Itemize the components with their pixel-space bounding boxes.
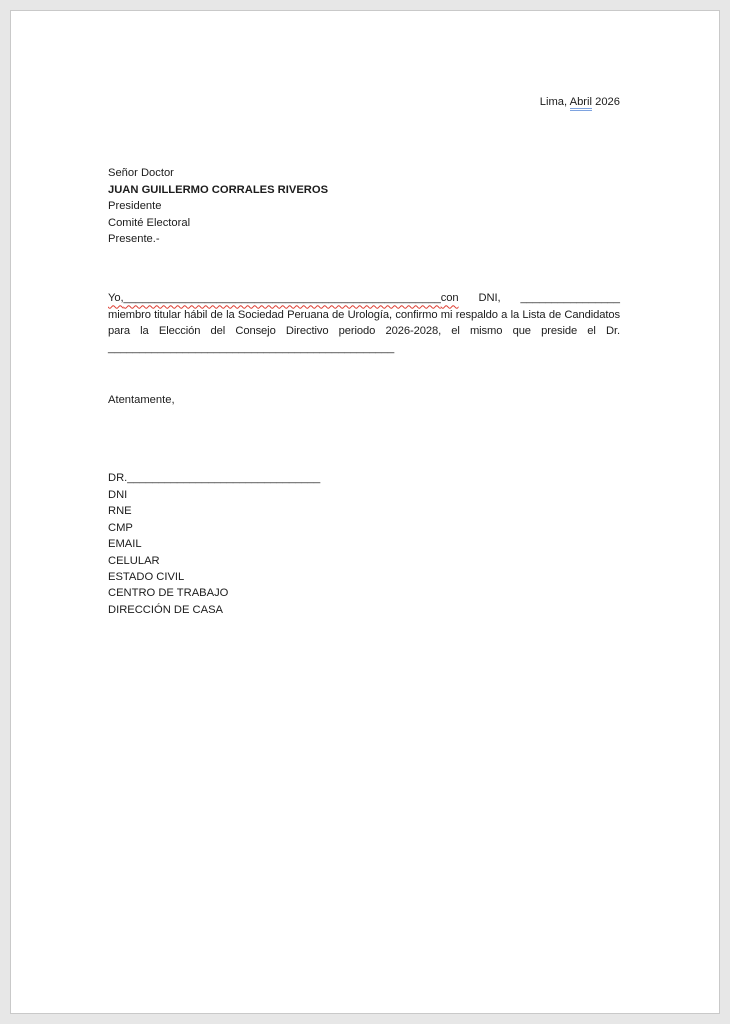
signature-field-direccion-de-casa: DIRECCIÓN DE CASA xyxy=(108,603,223,616)
date-line xyxy=(108,94,620,110)
recipient-salutation: Señor Doctor xyxy=(108,167,174,180)
dr-prefix: Dr. xyxy=(605,325,620,338)
body-con: con xyxy=(440,292,459,305)
signature-dr-blank-line: _______________________________ xyxy=(127,472,321,485)
signature-dr-label: DR. xyxy=(108,472,128,485)
closing-line: Atentamente, xyxy=(108,394,175,407)
signature-field-dni: DNI xyxy=(108,488,128,501)
signature-field-centro-de-trabajo: CENTRO DE TRABAJO xyxy=(108,587,229,600)
signature-block xyxy=(108,470,620,618)
body-continuation: miembro titular hábil de la Sociedad Peruana de Urología, confirmo mi respaldo a la Lista de Candidatos para la Elección del Consejo Directivo periodo 2026-2028, el mismo que preside el xyxy=(108,308,620,338)
date-year: 2026 xyxy=(595,96,620,108)
recipient-role: Presidente xyxy=(108,200,162,213)
signature-field-celular: CELULAR xyxy=(108,554,160,567)
recipient-committee: Comité Electoral xyxy=(108,216,191,229)
dr-blank-line: ______________________________________________ xyxy=(108,341,395,354)
spellcheck-squiggle-segment xyxy=(108,292,459,304)
signature-field-email: EMAIL xyxy=(108,538,142,551)
name-blank-line: ___________________________________________________ xyxy=(123,292,441,305)
signature-field-rne: RNE xyxy=(108,505,132,518)
body-opener: Yo, xyxy=(108,292,124,305)
date-month-grammar-marked: Abril xyxy=(570,96,592,111)
date-city: Lima, xyxy=(539,96,568,108)
dni-label: DNI, xyxy=(478,292,501,305)
recipient-present-line: Presente.- xyxy=(108,233,160,246)
signature-field-cmp: CMP xyxy=(108,521,133,534)
document-page xyxy=(10,10,720,1014)
document-content xyxy=(108,11,620,618)
recipient-name: JUAN GUILLERMO CORRALES RIVEROS xyxy=(108,183,329,196)
signature-dr-line xyxy=(108,470,620,486)
recipient-block xyxy=(108,165,620,247)
signature-field-estado-civil: ESTADO CIVIL xyxy=(108,570,185,583)
body-paragraph xyxy=(108,290,620,356)
dni-blank-line: ________________ xyxy=(520,292,620,305)
